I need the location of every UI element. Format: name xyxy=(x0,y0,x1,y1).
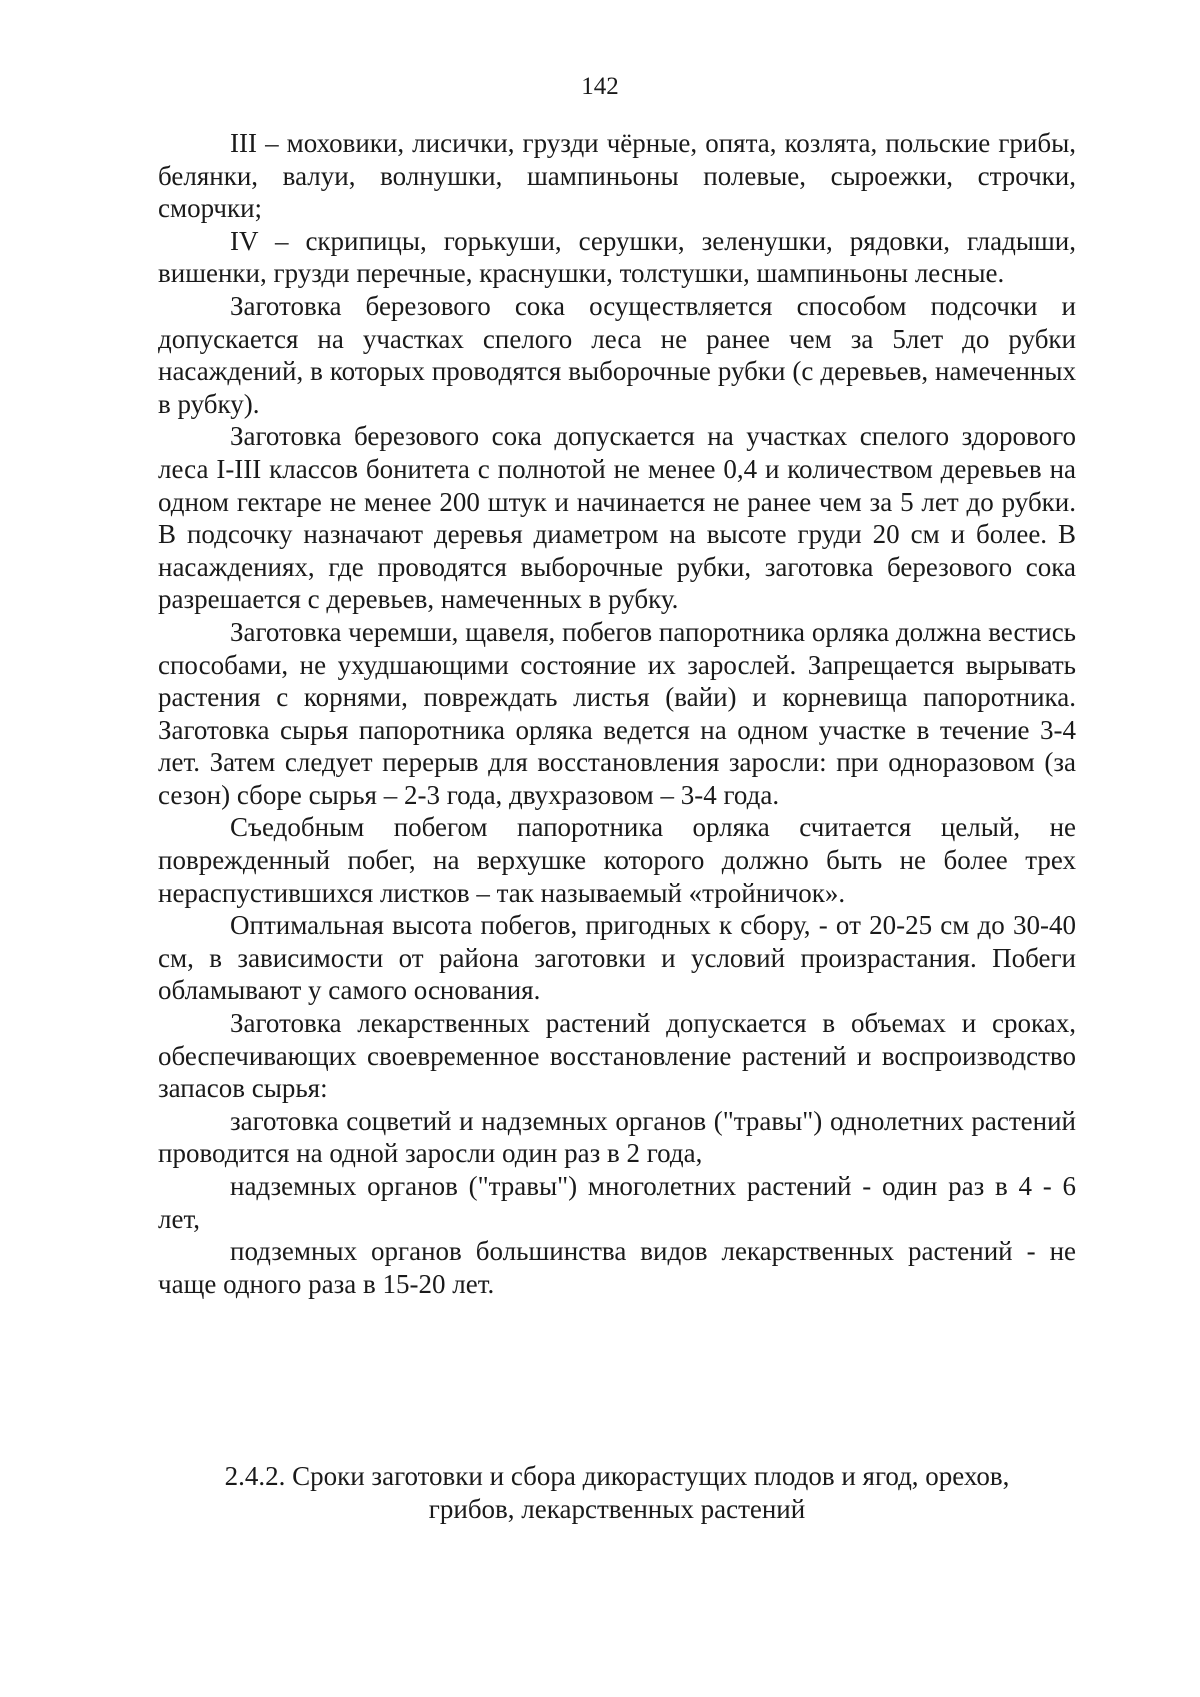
paragraph-shoot-height: Оптимальная высота побегов, пригодных к сбору, - от 20-25 см до 30-40 см, в зависимости от района заготовки и условий произрастания. Побеги обламывают у самого основания. xyxy=(158,910,1076,1006)
section-heading xyxy=(158,1460,1076,1526)
paragraph-birch-sap-method: Заготовка березового сока осуществляется способом подсочки и допускается на участках спелого леса не ранее чем за 5лет до рубки насаждений, в которых проводятся выборочные рубки (с деревьев, намеченных в рубку). xyxy=(158,290,1076,419)
paragraph-mushroom-group-4: IV – скрипицы, горькуши, серушки, зеленушки, рядовки, гладыши, вишенки, грузди перечные, краснушки, толстушки, шампиньоны лесные. xyxy=(158,225,1076,289)
paragraph-edible-fern-shoot: Съедобным побегом папоротника орляка считается целый, не поврежденный побег, на верхушке которого должно быть не более трех нераспустившихся листков – так называемый «тройничок». xyxy=(158,812,1076,908)
body-text xyxy=(158,127,1076,1300)
paragraph-underground-organs: подземных органов большинства видов лекарственных растений - не чаще одного раза в 15-20 лет. xyxy=(158,1236,1076,1299)
section-heading-line-2: грибов, лекарственных растений xyxy=(428,1494,806,1524)
page-number: 142 xyxy=(581,73,619,100)
paragraph-medicinal-plants: Заготовка лекарственных растений допускается в объемах и сроках, обеспечивающих своевременное восстановление растений и воспроизводство запасов сырья: xyxy=(158,1008,1076,1104)
section-heading-line-1: 2.4.2. Сроки заготовки и сбора дикорастущих плодов и ягод, орехов, xyxy=(224,1461,1010,1491)
paragraph-mushroom-group-3: III – моховики, лисички, грузди чёрные, опята, козлята, польские грибы, белянки, валуи, волнушки, шампиньоны полевые, сыроежки, строчки, сморчки; xyxy=(158,128,1076,224)
paragraph-annual-plants: заготовка соцветий и надземных органов ("травы") однолетних растений проводится на одной заросли один раз в 2 года, xyxy=(158,1105,1076,1169)
paragraph-ramson-sorrel-fern: Заготовка черемши, щавеля, побегов папоротника орляка должна вестись способами, не ухудшающими состояние их зарослей. Запрещается вырывать растения с корнями, повреждать листья (вайи) и корневища папоротника. Заготовка сырья папоротника орляка ведется на одном участке в течение 3-4 лет. Затем следует перерыв для восстановления заросли: при одноразовом (за сезон) сборе сырья – 2-3 года, двухразовом – 3-4 года. xyxy=(158,616,1076,810)
paragraph-perennial-plants: надземных органов ("травы") многолетних растений - один раз в 4 - 6 лет, xyxy=(158,1171,1076,1234)
paragraph-birch-sap-conditions: Заготовка березового сока допускается на участках спелого здорового леса I-III классов бонитета с полнотой не менее 0,4 и количеством деревьев на одном гектаре не менее 200 штук и начинается не ранее чем за 5 лет до рубки. В подсочку назначают деревья диаметром на высоте груди 20 см и более. В насаждениях, где проводятся выборочные рубки, заготовка березового сока разрешается с деревьев, намеченных в рубку. xyxy=(158,421,1076,615)
